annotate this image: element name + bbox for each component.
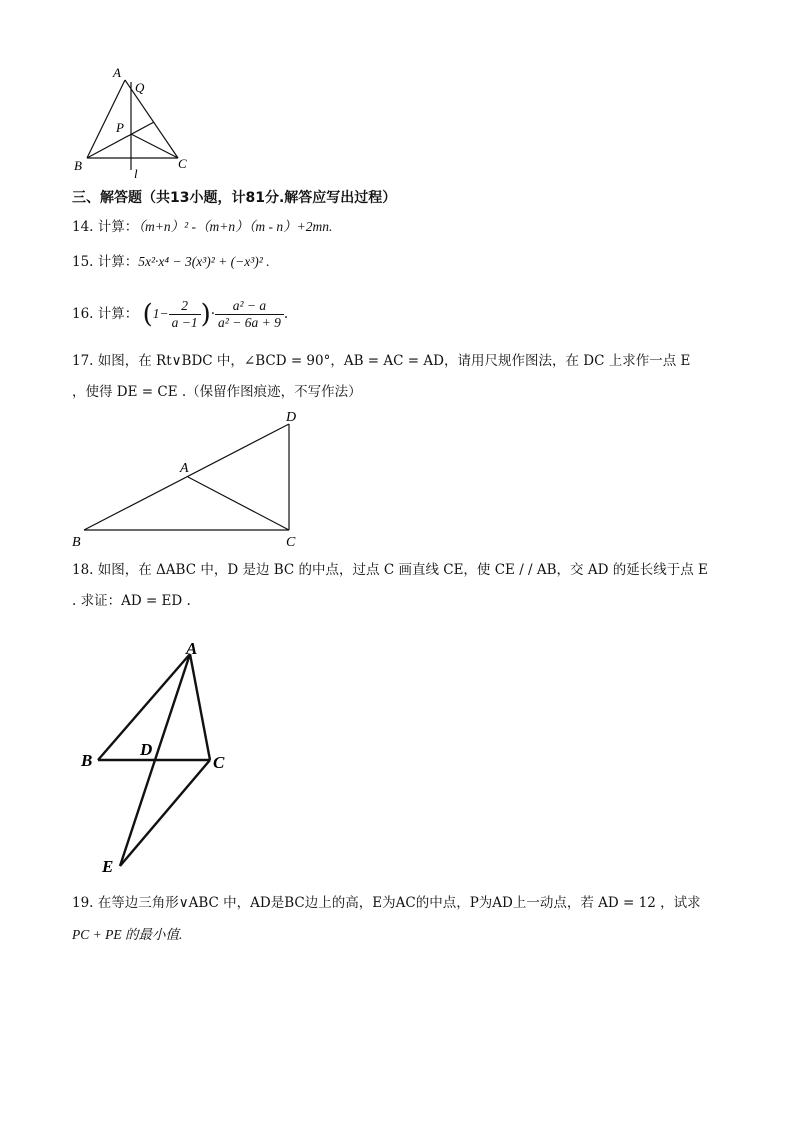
question-14-expression: （m+n）² -（m+n）（m - n）+2mn.: [138, 219, 333, 234]
right-paren: ): [200, 299, 211, 330]
dot-operator: ·: [210, 306, 216, 322]
fraction-2-numerator: a² − a: [215, 298, 284, 315]
label-a: A: [113, 65, 121, 80]
fraction-2-denominator: a² − 6a + 9: [218, 315, 281, 330]
label-d: D: [286, 410, 297, 425]
question-16: [72, 296, 288, 333]
label-a: A: [186, 639, 198, 658]
fraction-1-numerator: 2: [169, 298, 201, 315]
question-14: [72, 217, 332, 237]
question-18-line-2: . 求证：AD = ED .: [72, 593, 191, 609]
question-19-line-1: 19. 在等边三角形∨ABC 中，AD是BC边上的高，E为AC的中点，P为AD上一动点，若 AD = 12 ，试求: [72, 895, 701, 911]
left-paren: (: [142, 299, 153, 330]
question-17-line-2: ，使得 DE = CE .（保留作图痕迹，不写作法）: [72, 384, 362, 400]
fraction-1: [169, 298, 201, 331]
label-c: C: [178, 156, 187, 171]
question-16-number: 16. 计算：: [72, 306, 139, 322]
label-p: P: [116, 120, 124, 135]
figure-right-triangle-bdc: [66, 408, 316, 550]
figure-triangle-apq: [70, 62, 200, 182]
question-16-one-minus: 1−: [152, 306, 169, 321]
question-16-end: .: [283, 306, 289, 322]
label-a: A: [180, 461, 189, 476]
question-18-line-1: 18. 如图，在 ΔABC 中，D 是边 BC 的中点，过点 C 画直线 CE，使 CE / / AB，交 AD 的延长线于点 E: [72, 562, 708, 578]
label-c: C: [213, 753, 225, 772]
label-c: C: [286, 535, 296, 550]
question-17-line-1: 17. 如图，在 Rt∨BDC 中，∠BCD = 90°，AB = AC = AD，请用尺规作图法，在 DC 上求作一点 E: [72, 353, 691, 369]
figure-triangle-abc-e: [76, 634, 246, 884]
label-b: B: [81, 751, 93, 770]
label-b: B: [72, 535, 81, 550]
question-15-expression: 5x²·x⁴ − 3(x³)² + (−x³)² .: [138, 254, 270, 269]
question-19-line-2: PC + PE 的最小值.: [72, 927, 183, 942]
label-b: B: [74, 158, 82, 173]
label-l: l: [134, 166, 138, 181]
section-heading: 三、解答题（共13小题，计81分.解答应写出过程）: [72, 190, 397, 206]
label-e: E: [102, 857, 114, 876]
question-15: [72, 252, 270, 272]
question-14-number: 14. 计算：: [72, 219, 139, 235]
fraction-1-denominator: a −1: [171, 315, 198, 330]
label-d: D: [140, 740, 153, 759]
label-q: Q: [135, 80, 145, 95]
fraction-2: [215, 298, 284, 331]
question-15-number: 15. 计算：: [72, 254, 139, 270]
